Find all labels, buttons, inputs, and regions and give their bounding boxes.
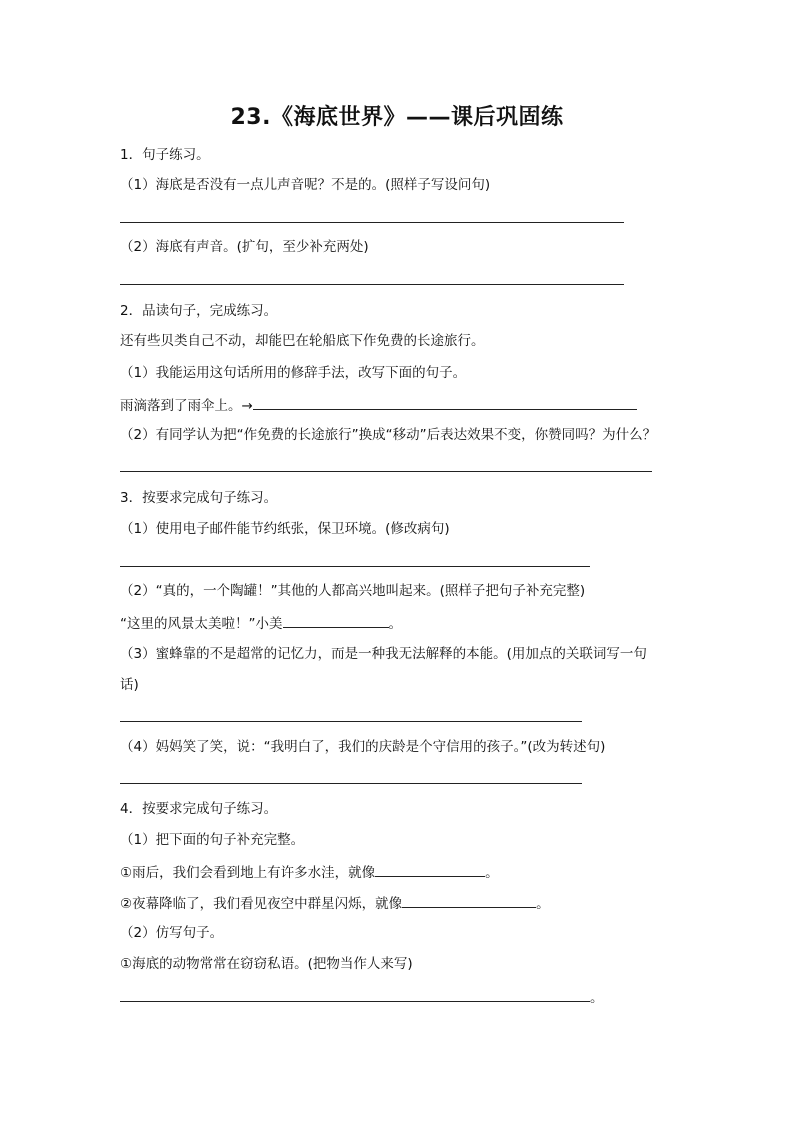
q3-heading: 3．按要求完成句子练习。 [120,490,278,506]
q4-sub1-item2-text: ②夜幕降临了，我们看见夜空中群星闪烁，就像 [120,896,403,912]
q2-sub1-item [120,395,637,415]
q3-sub3-prompt: （3）蜜蜂靠的不是超常的记忆力，而是一种我无法解释的本能。(用加点的关联词写一句 [120,646,647,662]
q3-sub2-answer-blank[interactable] [283,613,389,628]
q1-sub2-prompt: （2）海底有声音。(扩句，至少补充两处) [120,239,369,255]
q4-sub2-answer [120,987,604,1007]
q3-sub3-answer-line[interactable] [120,721,582,722]
q4-sub1-item1-end: 。 [485,865,499,881]
q4-sub2-answer-end: 。 [590,990,604,1006]
q2-sub2-answer-line[interactable] [120,471,652,472]
q3-sub1-prompt: （1）使用电子邮件能节约纸张，保卫环境。(修改病句) [120,521,450,537]
q4-sub1-item1-blank[interactable] [375,862,485,877]
worksheet-title: 23.《海底世界》——课后巩固练 [230,105,564,130]
q3-sub2-item-text: “这里的风景太美啦！”小美 [120,616,283,632]
q1-sub2-answer-line[interactable] [120,284,624,285]
q2-heading: 2．品读句子，完成练习。 [120,303,278,319]
q2-sub2-prompt: （2）有同学认为把“作免费的长途旅行”换成“移动”后表达效果不变，你赞同吗？为什么？ [120,427,657,443]
q3-sub1-answer-line[interactable] [120,566,590,567]
q1-sub1-prompt: （1）海底是否没有一点儿声音呢？不是的。(照样子写设问句) [120,177,491,193]
q4-sub2-item1: ①海底的动物常常在窃窃私语。(把物当作人来写) [120,956,413,972]
q2-sub1-prompt: （1）我能运用这句话所用的修辞手法，改写下面的句子。 [120,365,467,381]
q4-sub2-answer-blank[interactable] [120,987,590,1002]
q4-sub1-item1 [120,862,499,882]
q3-sub3-prompt-cont: 话) [120,677,139,693]
q2-sub1-answer-blank[interactable] [253,395,637,410]
q4-sub1-item2-end: 。 [536,896,550,912]
q4-sub1-item2 [120,893,550,913]
q3-sub2-prompt: （2）“真的，一个陶罐！”其他的人都高兴地叫起来。(照样子把句子补充完整) [120,583,586,599]
q1-heading: 1．句子练习。 [120,147,210,163]
q1-sub1-answer-line[interactable] [120,222,624,223]
q4-sub1-item2-blank[interactable] [402,893,536,908]
q4-sub1-item1-text: ①雨后，我们会看到地上有许多水洼，就像 [120,865,376,881]
q4-sub1-prompt: （1）把下面的句子补充完整。 [120,832,305,848]
q3-sub4-prompt: （4）妈妈笑了笑，说：“我明白了，我们的庆龄是个守信用的孩子。”(改为转述句) [120,739,606,755]
q4-heading: 4．按要求完成句子练习。 [120,801,278,817]
q3-sub2-item-end: 。 [388,616,402,632]
q3-sub4-answer-line[interactable] [120,783,582,784]
q2-example-sentence: 还有些贝类自己不动，却能巴在轮船底下作免费的长途旅行。 [120,333,485,349]
q3-sub2-item [120,613,402,633]
q4-sub2-prompt: （2）仿写句子。 [120,925,224,941]
q2-sub1-item-text: 雨滴落到了雨伞上。→ [120,398,253,414]
